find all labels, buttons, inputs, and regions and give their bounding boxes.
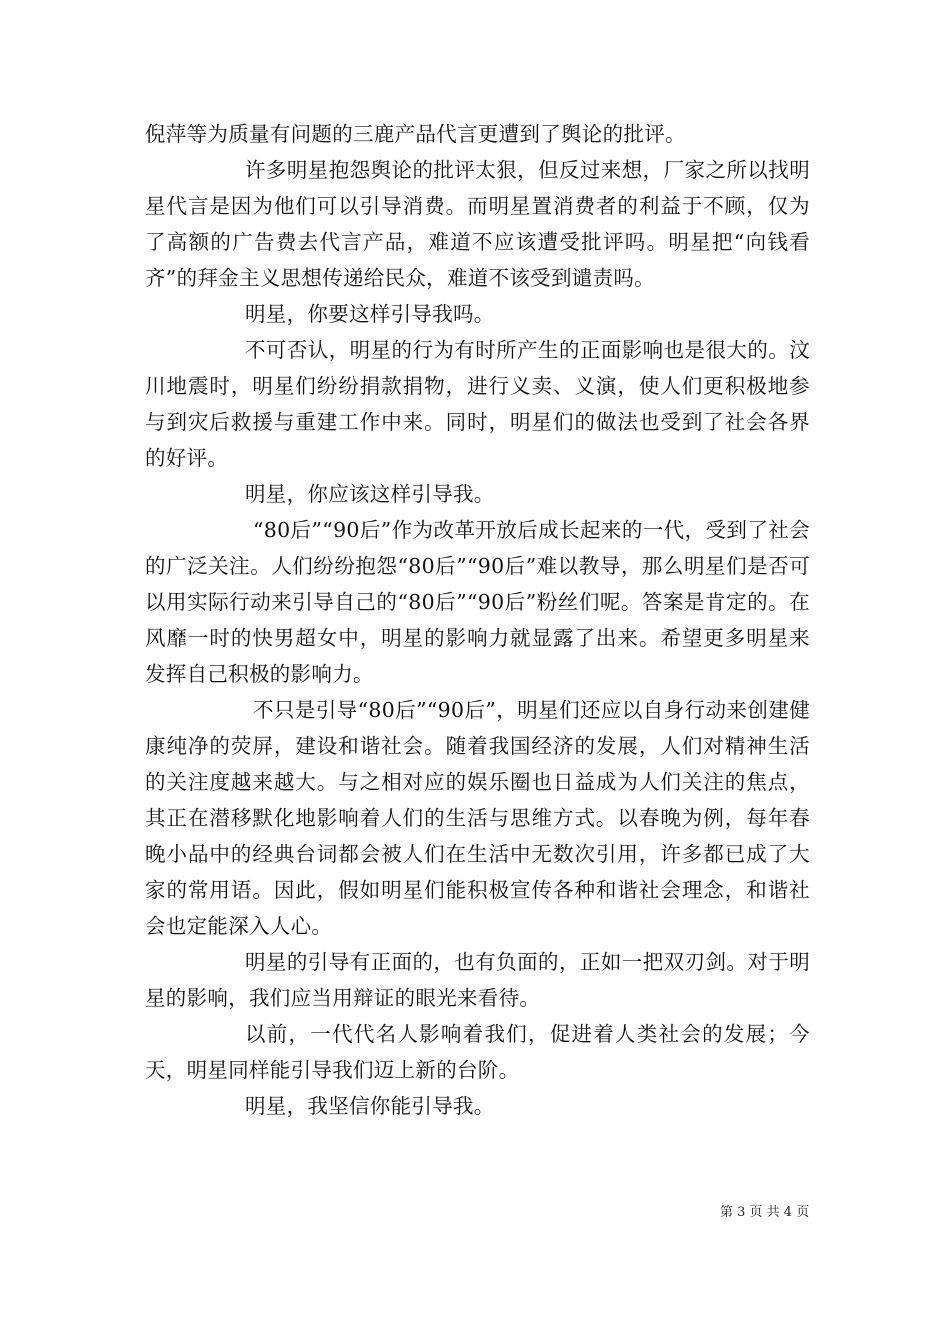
paragraph-8: 明星的引导有正面的，也有负面的，正如一把双刃剑。对于明星的影响，我们应当用辩证的眼光来看待。 (145, 950, 810, 1010)
paragraph-10: 明星，我坚信你能引导我。 (245, 1094, 495, 1118)
paragraph-4: 不可否认，明星的行为有时所产生的正面影响也是很大的。汶川地震时，明星们纷纷捐款捐物，进行义卖、义演，使人们更积极地参与到灾后救援与重建工作中来。同时，明星们的做法也受到了社会各界的好评。 (145, 338, 810, 470)
paragraph-7: 不只是引导“80后”“90后”，明星们还应以自身行动来创建健康纯净的荧屏，建设和谐社会。随着我国经济的发展，人们对精神生活的关注度越来越大。与之相对应的娱乐圈也日益成为人们关注的焦点，其正在潜移默化地影响着人们的生活与思维方式。以春晚为例，每年春晚小品中的经典台词都会被人们在生活中无数次引用，许多都已成了大家的常用语。因此，假如明星们能积极宣传各种和谐社会理念，和谐社会也定能深入人心。 (145, 698, 810, 938)
paragraph-1: 倪萍等为质量有问题的三鹿产品代言更遭到了舆论的批评。 (145, 122, 686, 146)
paragraph-2: 许多明星抱怨舆论的批评太狠，但反过来想，厂家之所以找明星代言是因为他们可以引导消费。而明星置消费者的利益于不顾，仅为了高额的广告费去代言产品，难道不应该遭受批评吗。明星把“向钱看齐”的拜金主义思想传递给民众，难道不该受到谴责吗。 (145, 158, 810, 290)
paragraph-6: “80后”“90后”作为改革开放后成长起来的一代，受到了社会的广泛关注。人们纷纷抱怨“80后”“90后”难以教导，那么明星们是否可以用实际行动来引导自己的“80后”“90后”粉丝们呢。答案是肯定的。在风靡一时的快男超女中，明星的影响力就显露了出来。希望更多明星来发挥自己积极的影响力。 (145, 518, 810, 686)
page-number-footer: 第 3 页 共 4 页 (720, 1205, 810, 1220)
paragraph-5: 明星，你应该这样引导我。 (245, 482, 495, 506)
paragraph-3: 明星，你要这样引导我吗。 (245, 302, 495, 326)
paragraph-9: 以前，一代代名人影响着我们，促进着人类社会的发展；今天，明星同样能引导我们迈上新的台阶。 (145, 1022, 810, 1082)
document-body (145, 116, 810, 1124)
